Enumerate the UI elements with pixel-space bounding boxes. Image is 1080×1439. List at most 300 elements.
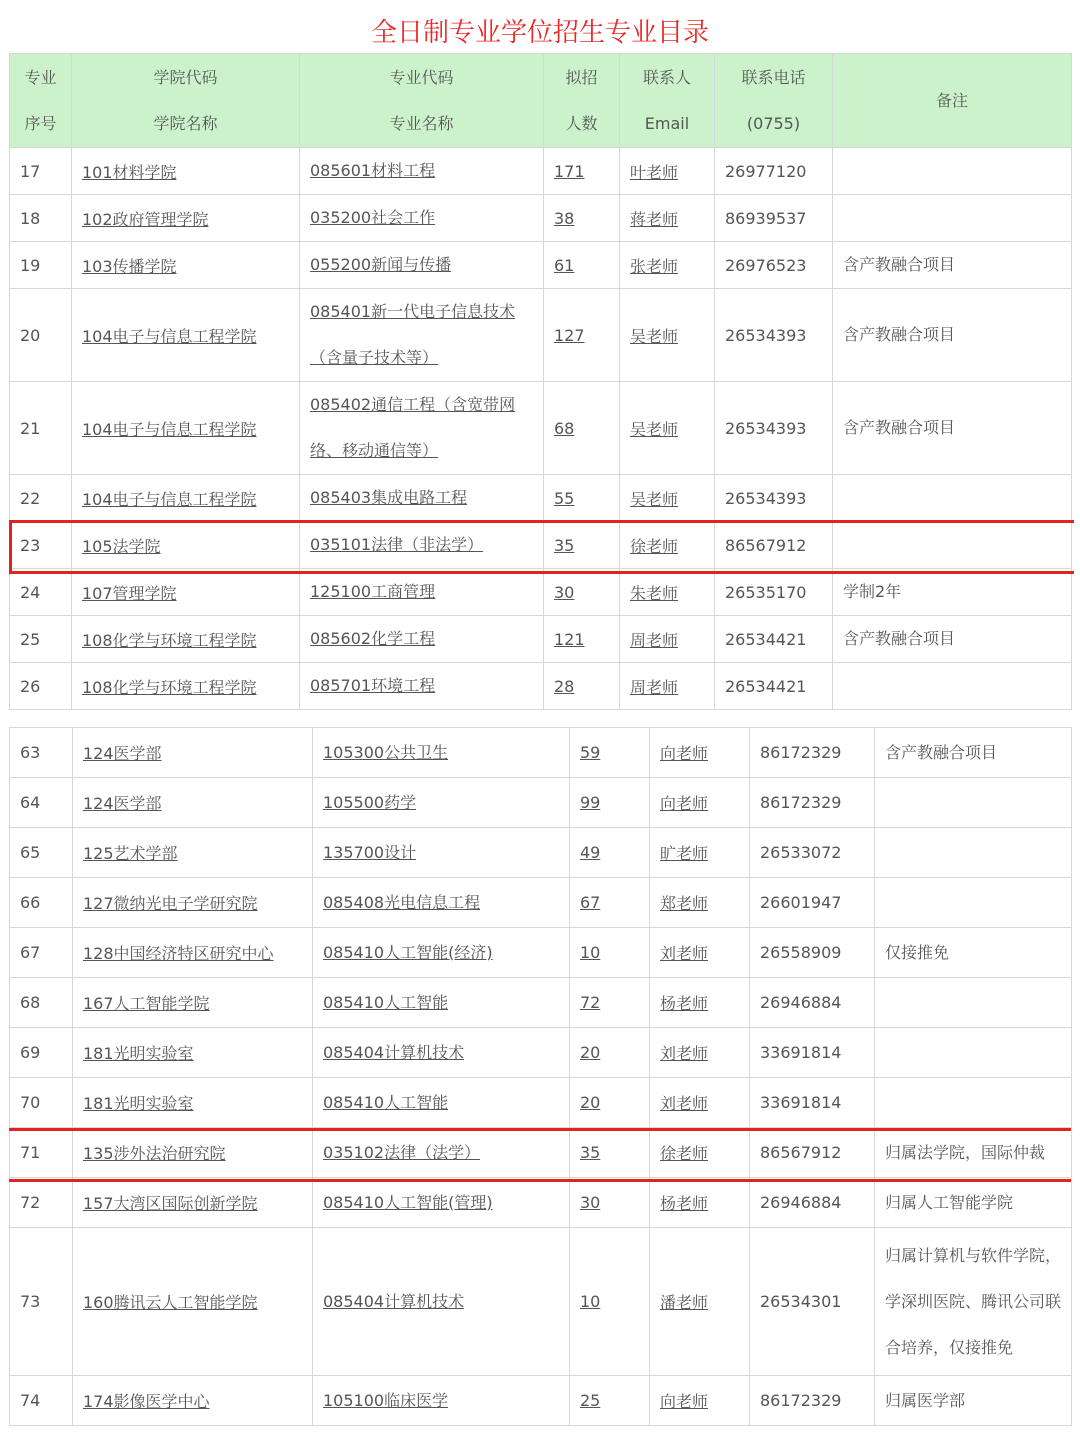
row-major-link[interactable]: 125100工商管理 [310, 582, 436, 601]
row-count-link[interactable]: 67 [580, 893, 601, 912]
cell-note [833, 475, 1072, 522]
page-title: 全日制专业学位招生专业目录 [370, 18, 709, 48]
row-contact-link[interactable]: 徐老师 [660, 1144, 709, 1163]
cell-count [544, 663, 620, 710]
table-break [0, 712, 1080, 726]
row-count-link[interactable]: 55 [554, 488, 575, 508]
row-phone: 26946884 [760, 1193, 842, 1212]
cell-college [73, 978, 313, 1028]
cell-major [313, 928, 570, 978]
row-major-link[interactable]: 035102法律（法学） [323, 1142, 481, 1162]
cell-major [300, 289, 544, 382]
cell-major [300, 663, 544, 710]
row-major-link[interactable]: 085410人工智能 [323, 992, 449, 1012]
row-phone: 26535170 [725, 582, 807, 602]
header-note: 备注 [833, 54, 1072, 148]
header-contact: 联系人 Email [620, 54, 715, 148]
cell-phone [715, 663, 833, 710]
cell-count [570, 1228, 650, 1376]
cell-major [300, 616, 544, 663]
cell-major [300, 475, 544, 522]
cell-contact [620, 195, 715, 242]
row-count-link[interactable]: 72 [580, 993, 601, 1012]
row-contact-link[interactable]: 刘老师 [660, 1094, 709, 1113]
cell-contact [650, 728, 750, 778]
row-major-link[interactable]: 035200社会工作 [310, 208, 436, 227]
cell-phone [750, 1078, 875, 1128]
row-note: 学制2年 [843, 582, 902, 601]
cell-contact [620, 616, 715, 663]
table-row [10, 1228, 1072, 1376]
cell-count [544, 569, 620, 616]
row-phone: 26533072 [760, 843, 842, 862]
row-college-link[interactable]: 108化学与环境工程学院 [82, 677, 257, 697]
row-college-link[interactable]: 101材料学院 [82, 162, 177, 182]
row-college-link[interactable]: 107管理学院 [82, 583, 177, 603]
cell-major [313, 878, 570, 928]
row-contact-link[interactable]: 周老师 [630, 677, 679, 697]
row-seq: 68 [20, 993, 41, 1012]
header-major: 专业代码 专业名称 [300, 54, 544, 148]
cell-contact [620, 242, 715, 289]
row-phone: 86567912 [725, 535, 807, 555]
row-contact-link[interactable]: 旷老师 [660, 844, 709, 863]
cell-seq [10, 289, 72, 382]
row-major-link[interactable]: 085402通信工程（含宽带网络、移动通信等） [310, 395, 516, 460]
cell-count [570, 778, 650, 828]
cell-contact [650, 928, 750, 978]
cell-college [72, 475, 300, 522]
cell-count [570, 928, 650, 978]
row-college-link[interactable]: 181光明实验室 [83, 1044, 194, 1063]
row-seq: 26 [20, 676, 41, 696]
cell-seq [10, 1128, 73, 1178]
row-contact-link[interactable]: 吴老师 [630, 489, 679, 509]
row-count-link[interactable]: 10 [580, 943, 601, 962]
row-contact-link[interactable]: 张老师 [630, 256, 679, 276]
cell-contact [650, 978, 750, 1028]
table-row [10, 778, 1072, 828]
cell-college [73, 1376, 313, 1426]
row-note: 归属计算机与软件学院，学深圳医院、腾讯公司联合培养，仅接推免 [885, 1245, 1062, 1357]
row-count-link[interactable]: 61 [554, 255, 575, 275]
row-note: 归属医学部 [885, 1390, 966, 1410]
cell-phone [750, 1228, 875, 1376]
cell-seq [10, 1376, 73, 1426]
row-contact-link[interactable]: 吴老师 [630, 326, 679, 346]
row-college-link[interactable]: 128中国经济特区研究中心 [83, 944, 274, 963]
row-seq: 65 [20, 843, 41, 862]
row-major-link[interactable]: 085601材料工程 [310, 161, 436, 180]
cell-phone [750, 1028, 875, 1078]
cell-major [313, 778, 570, 828]
cell-major [313, 1128, 570, 1178]
row-seq: 24 [20, 582, 41, 602]
cell-count [570, 728, 650, 778]
cell-phone [750, 978, 875, 1028]
row-count-link[interactable]: 30 [554, 582, 575, 602]
header-count: 拟招 人数 [544, 54, 620, 148]
row-count-link[interactable]: 35 [554, 535, 575, 555]
cell-seq [10, 148, 72, 195]
cell-count [544, 522, 620, 569]
cell-count [544, 475, 620, 522]
table-row [10, 878, 1072, 928]
row-major-link[interactable]: 035101法律（非法学） [310, 535, 484, 554]
cell-seq [10, 728, 73, 778]
cell-phone [750, 728, 875, 778]
row-seq: 74 [20, 1391, 41, 1410]
cell-phone [750, 878, 875, 928]
row-phone: 26534393 [725, 488, 807, 508]
header-college: 学院代码 学院名称 [72, 54, 300, 148]
row-phone: 26534421 [725, 629, 807, 649]
cell-contact [650, 878, 750, 928]
row-seq: 20 [20, 325, 41, 345]
row-college-link[interactable]: 124医学部 [83, 744, 162, 763]
row-count-link[interactable]: 68 [554, 418, 575, 438]
row-seq: 18 [20, 208, 41, 228]
table-row [10, 663, 1072, 710]
cell-count [570, 1078, 650, 1128]
cell-college [72, 569, 300, 616]
table-row [10, 475, 1072, 522]
cell-count [544, 289, 620, 382]
cell-phone [715, 195, 833, 242]
row-contact-link[interactable]: 向老师 [660, 744, 709, 763]
cell-major [300, 148, 544, 195]
cell-college [72, 289, 300, 382]
cell-college [73, 928, 313, 978]
row-note: 仅接推免 [885, 942, 950, 962]
row-count-link[interactable]: 49 [580, 843, 601, 862]
cell-note [875, 978, 1072, 1028]
table-row [10, 522, 1072, 569]
table-row [10, 828, 1072, 878]
cell-phone [715, 148, 833, 195]
cell-note [875, 728, 1072, 778]
row-phone: 26534393 [725, 418, 807, 438]
cell-college [73, 778, 313, 828]
row-major-link[interactable]: 085404计算机技术 [323, 1291, 465, 1311]
cell-college [73, 728, 313, 778]
cell-contact [620, 522, 715, 569]
cell-college [72, 522, 300, 569]
row-contact-link[interactable]: 向老师 [660, 1392, 709, 1411]
row-count-link[interactable]: 20 [580, 1043, 601, 1062]
cell-college [73, 878, 313, 928]
row-major-link[interactable]: 055200新闻与传播 [310, 255, 452, 274]
row-major-link[interactable]: 085701环境工程 [310, 676, 436, 695]
row-college-link[interactable]: 125艺术学部 [83, 844, 178, 863]
cell-major [300, 569, 544, 616]
row-seq: 72 [20, 1193, 41, 1212]
cell-phone [750, 1128, 875, 1178]
table-row [10, 148, 1072, 195]
row-contact-link[interactable]: 郑老师 [660, 894, 709, 913]
cell-note [833, 663, 1072, 710]
cell-count [570, 878, 650, 928]
cell-note [833, 522, 1072, 569]
row-college-link[interactable]: 174影像医学中心 [83, 1392, 210, 1411]
cell-contact [620, 382, 715, 475]
table-row [10, 1028, 1072, 1078]
row-contact-link[interactable]: 向老师 [660, 794, 709, 813]
row-count-link[interactable]: 25 [580, 1391, 601, 1410]
row-phone: 86172329 [760, 793, 842, 812]
cell-major [313, 728, 570, 778]
cell-major [313, 1078, 570, 1128]
cell-seq [10, 242, 72, 289]
row-college-link[interactable]: 181光明实验室 [83, 1094, 194, 1113]
row-note: 归属人工智能学院 [885, 1192, 1014, 1212]
row-college-link[interactable]: 108化学与环境工程学院 [82, 630, 257, 650]
cell-note [833, 616, 1072, 663]
cell-count [570, 1128, 650, 1178]
row-phone: 33691814 [760, 1043, 842, 1062]
row-major-link[interactable]: 085410人工智能(经济) [323, 942, 493, 962]
row-college-link[interactable]: 167人工智能学院 [83, 994, 210, 1013]
row-major-link[interactable]: 105500药学 [323, 792, 417, 812]
cell-note [875, 928, 1072, 978]
row-contact-link[interactable]: 杨老师 [660, 994, 709, 1013]
cell-college [73, 1178, 313, 1228]
cell-phone [715, 242, 833, 289]
cell-note [833, 382, 1072, 475]
cell-contact [650, 1178, 750, 1228]
table-row [10, 1128, 1072, 1178]
cell-count [570, 978, 650, 1028]
cell-phone [750, 928, 875, 978]
cell-college [72, 663, 300, 710]
row-college-link[interactable]: 135涉外法治研究院 [83, 1144, 226, 1163]
row-count-link[interactable]: 127 [554, 325, 585, 345]
row-phone: 26976523 [725, 255, 807, 275]
table-row [10, 289, 1072, 382]
row-seq: 70 [20, 1093, 41, 1112]
row-major-link[interactable]: 085404计算机技术 [323, 1042, 465, 1062]
row-count-link[interactable]: 20 [580, 1093, 601, 1112]
cell-note [833, 148, 1072, 195]
cell-note [833, 569, 1072, 616]
cell-note [875, 828, 1072, 878]
row-contact-link[interactable]: 刘老师 [660, 944, 709, 963]
row-contact-link[interactable]: 吴老师 [630, 419, 679, 439]
cell-seq [10, 1028, 73, 1078]
row-seq: 67 [20, 943, 41, 962]
cell-major [300, 522, 544, 569]
row-major-link[interactable]: 085408光电信息工程 [323, 892, 481, 912]
row-phone: 26534301 [760, 1292, 842, 1311]
cell-note [875, 1178, 1072, 1228]
row-note: 归属法学院，国际仲裁 [885, 1142, 1046, 1162]
row-seq: 69 [20, 1043, 41, 1062]
row-phone: 86567912 [760, 1143, 842, 1162]
cell-seq [10, 828, 73, 878]
cell-college [73, 1228, 313, 1376]
row-phone: 86939537 [725, 208, 807, 228]
row-college-link[interactable]: 104电子与信息工程学院 [82, 489, 257, 509]
table-row [10, 978, 1072, 1028]
row-seq: 22 [20, 488, 41, 508]
row-count-link[interactable]: 59 [580, 743, 601, 762]
header-seq: 专业 序号 [10, 54, 72, 148]
cell-phone [715, 289, 833, 382]
cell-note [833, 195, 1072, 242]
cell-contact [620, 663, 715, 710]
row-college-link[interactable]: 157大湾区国际创新学院 [83, 1194, 258, 1213]
row-seq: 73 [20, 1292, 41, 1311]
cell-contact [650, 1078, 750, 1128]
cell-seq [10, 475, 72, 522]
row-major-link[interactable]: 135700设计 [323, 842, 417, 862]
row-major-link[interactable]: 085401新一代电子信息技术（含量子技术等） [310, 302, 516, 367]
cell-major [313, 1376, 570, 1426]
cell-seq [10, 663, 72, 710]
cell-note [875, 1128, 1072, 1178]
cell-note [833, 242, 1072, 289]
cell-count [570, 828, 650, 878]
cell-major [313, 828, 570, 878]
row-college-link[interactable]: 127微纳光电子学研究院 [83, 894, 258, 913]
cell-major [313, 1178, 570, 1228]
row-seq: 25 [20, 629, 41, 649]
cell-college [72, 148, 300, 195]
row-contact-link[interactable]: 朱老师 [630, 583, 679, 603]
cell-count [544, 195, 620, 242]
row-phone: 26977120 [725, 161, 807, 181]
row-phone: 86172329 [760, 743, 842, 762]
cell-count [570, 1178, 650, 1228]
row-count-link[interactable]: 30 [580, 1193, 601, 1212]
cell-college [73, 1128, 313, 1178]
row-major-link[interactable]: 085602化学工程 [310, 629, 436, 648]
row-college-link[interactable]: 102政府管理学院 [82, 209, 209, 229]
table-row [10, 1178, 1072, 1228]
row-college-link[interactable]: 104电子与信息工程学院 [82, 326, 257, 346]
cell-major [313, 1028, 570, 1078]
cell-college [73, 1078, 313, 1128]
cell-seq [10, 878, 73, 928]
row-seq: 21 [20, 418, 41, 438]
cell-seq [10, 522, 72, 569]
row-college-link[interactable]: 160腾讯云人工智能学院 [83, 1293, 258, 1312]
row-note: 含产教融合项目 [885, 742, 998, 762]
row-seq: 63 [20, 743, 41, 762]
row-count-link[interactable]: 10 [580, 1292, 601, 1311]
cell-note [833, 289, 1072, 382]
row-phone: 26601947 [760, 893, 842, 912]
row-major-link[interactable]: 105300公共卫生 [323, 742, 449, 762]
cell-count [544, 242, 620, 289]
row-phone: 33691814 [760, 1093, 842, 1112]
cell-contact [650, 1128, 750, 1178]
row-seq: 23 [20, 535, 41, 555]
row-college-link[interactable]: 104电子与信息工程学院 [82, 419, 257, 439]
cell-contact [620, 148, 715, 195]
row-note: 含产教融合项目 [843, 325, 956, 344]
cell-contact [650, 828, 750, 878]
table-header-row [10, 54, 1072, 148]
cell-note [875, 878, 1072, 928]
row-major-link[interactable]: 105100临床医学 [323, 1390, 449, 1410]
cell-seq [10, 1228, 73, 1376]
cell-college [73, 1028, 313, 1078]
table-row [10, 382, 1072, 475]
cell-major [313, 1228, 570, 1376]
cell-college [72, 195, 300, 242]
cell-count [570, 1376, 650, 1426]
cell-count [570, 1028, 650, 1078]
table-row [10, 1078, 1072, 1128]
cell-college [72, 616, 300, 663]
row-major-link[interactable]: 085403集成电路工程 [310, 488, 468, 507]
cell-seq [10, 616, 72, 663]
catalog-table-top [9, 53, 1072, 710]
row-note: 含产教融合项目 [843, 418, 956, 437]
cell-count [544, 382, 620, 475]
row-contact-link[interactable]: 叶老师 [630, 162, 679, 182]
cell-phone [750, 1376, 875, 1426]
row-contact-link[interactable]: 刘老师 [660, 1044, 709, 1063]
row-count-link[interactable]: 99 [580, 793, 601, 812]
cell-major [300, 242, 544, 289]
row-contact-link[interactable]: 杨老师 [660, 1194, 709, 1213]
cell-phone [750, 828, 875, 878]
cell-phone [750, 778, 875, 828]
row-contact-link[interactable]: 周老师 [630, 630, 679, 650]
row-note: 含产教融合项目 [843, 629, 956, 648]
cell-contact [650, 778, 750, 828]
cell-contact [650, 1028, 750, 1078]
cell-phone [715, 569, 833, 616]
cell-contact [650, 1228, 750, 1376]
row-seq: 17 [20, 161, 41, 181]
table-row [10, 728, 1072, 778]
row-count-link[interactable]: 121 [554, 629, 585, 649]
cell-contact [620, 569, 715, 616]
row-contact-link[interactable]: 蒋老师 [630, 209, 679, 229]
row-count-link[interactable]: 38 [554, 208, 575, 228]
row-major-link[interactable]: 085410人工智能(管理) [323, 1192, 493, 1212]
row-contact-link[interactable]: 徐老师 [630, 536, 679, 556]
cell-major [300, 382, 544, 475]
row-seq: 71 [20, 1143, 41, 1162]
cell-count [544, 616, 620, 663]
table-row [10, 1376, 1072, 1426]
row-count-link[interactable]: 171 [554, 161, 585, 181]
cell-college [72, 242, 300, 289]
row-count-link[interactable]: 35 [580, 1143, 601, 1162]
cell-note [875, 1228, 1072, 1376]
header-phone: 联系电话 (0755) [715, 54, 833, 148]
cell-seq [10, 978, 73, 1028]
cell-seq [10, 569, 72, 616]
row-college-link[interactable]: 103传播学院 [82, 256, 177, 276]
cell-college [73, 828, 313, 878]
row-college-link[interactable]: 105法学院 [82, 536, 161, 556]
row-major-link[interactable]: 085410人工智能 [323, 1092, 449, 1112]
row-contact-link[interactable]: 潘老师 [660, 1293, 709, 1312]
row-count-link[interactable]: 28 [554, 676, 575, 696]
cell-contact [620, 475, 715, 522]
cell-seq [10, 1178, 73, 1228]
table-row [10, 928, 1072, 978]
cell-seq [10, 928, 73, 978]
row-college-link[interactable]: 124医学部 [83, 794, 162, 813]
cell-phone [715, 522, 833, 569]
cell-phone [750, 1178, 875, 1228]
